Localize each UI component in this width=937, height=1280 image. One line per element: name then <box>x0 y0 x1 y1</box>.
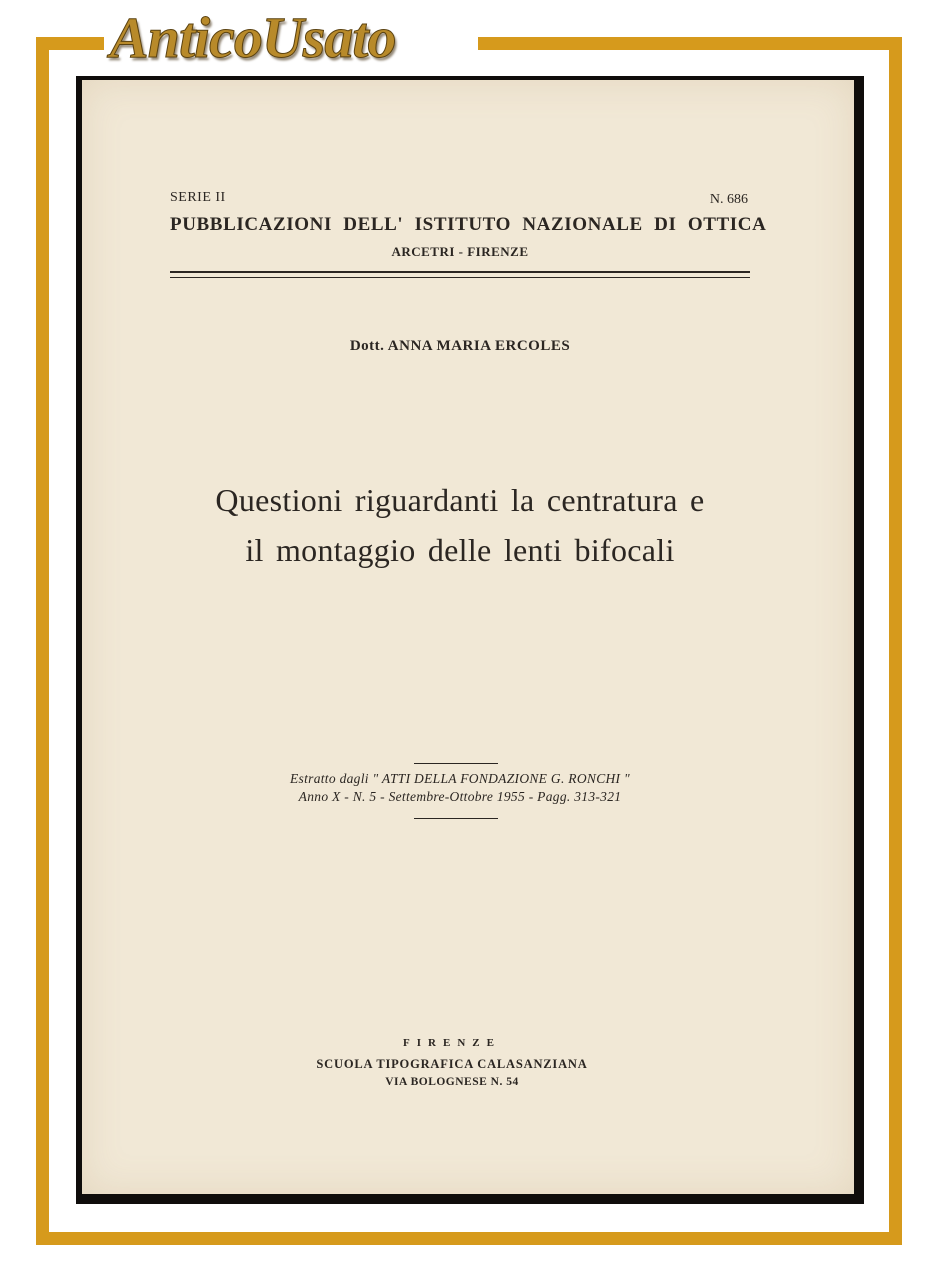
header-rule-thin <box>170 277 750 278</box>
author-name: Dott. ANNA MARIA ERCOLES <box>349 338 571 354</box>
institute-location: ARCETRI - FIRENZE <box>391 244 529 259</box>
extract-rule-bottom <box>414 818 498 819</box>
institute-heading: PUBBLICAZIONI DELL' ISTITUTO NAZIONALE DI OTTICA <box>170 214 767 235</box>
document-title <box>152 475 768 575</box>
anticousato-logo: AnticoUsato <box>110 5 396 70</box>
extract-line-1: Estratto dagli " ATTI DELLA FONDAZIONE G. RONCHI " <box>290 771 630 786</box>
imprint-city: FIRENZE <box>403 1037 501 1049</box>
extract-line-2: Anno X - N. 5 - Settembre-Ottobre 1955 - Pagg. 313-321 <box>298 789 622 804</box>
header-rule-thick <box>170 271 750 273</box>
extract-note <box>192 770 728 806</box>
extract-rule-top <box>414 763 498 764</box>
series-label: SERIE II <box>170 190 226 205</box>
publication-number: N. 686 <box>709 192 748 207</box>
title-line-1: Questioni riguardanti la centratura e <box>215 482 705 518</box>
title-line-2: il montaggio delle lenti bifocali <box>245 532 675 568</box>
imprint-printer: SCUOLA TIPOGRAFICA CALASANZIANA <box>316 1057 588 1071</box>
imprint-address: VIA BOLOGNESE N. 54 <box>385 1076 519 1088</box>
document-page <box>82 80 854 1194</box>
